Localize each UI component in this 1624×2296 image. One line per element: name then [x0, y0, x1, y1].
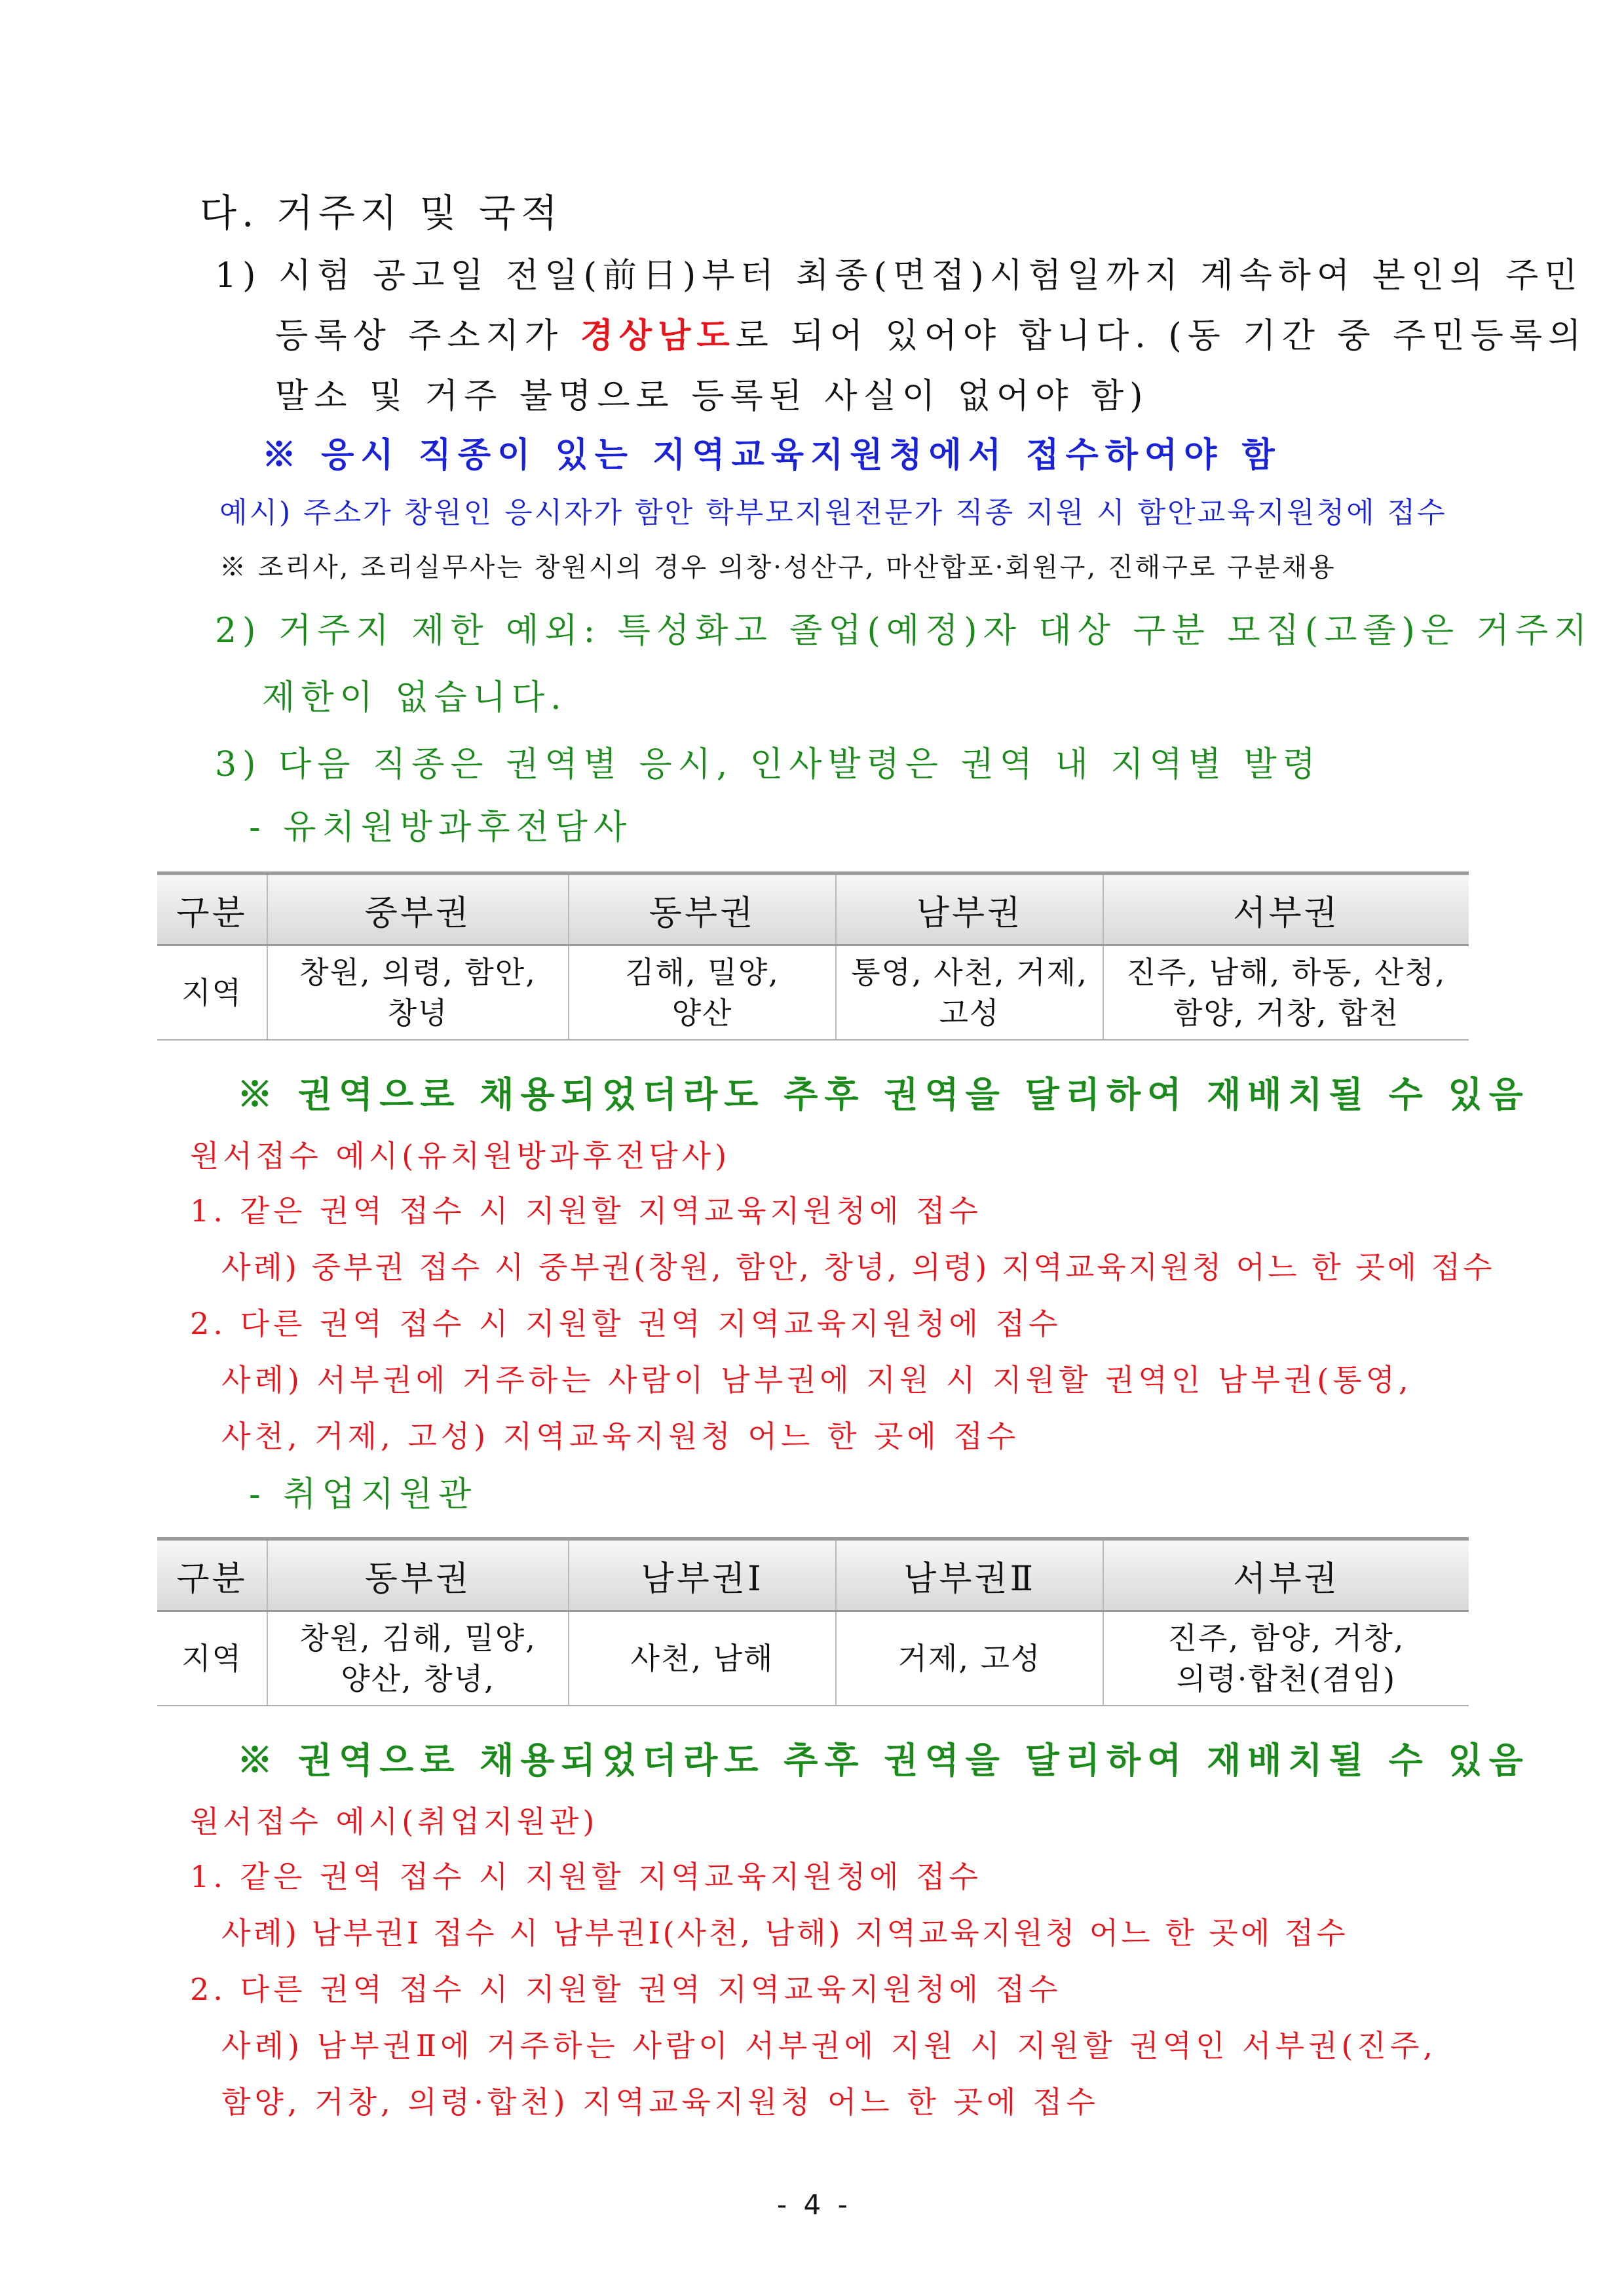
cell-line: 창녕: [387, 995, 449, 1031]
table-row: [157, 946, 1469, 1041]
job1-example-line: 사례) 서부권에 거주하는 사람이 남부권에 지원 시 지원할 권역인 남부권(통영,: [221, 1362, 1412, 1398]
cell-line: 양산: [671, 995, 733, 1031]
page-number: - 4 -: [777, 2189, 852, 2221]
table-header-row: [157, 1539, 1469, 1611]
job2-title: - 취업지원관: [249, 1475, 478, 1514]
table-cell: [267, 1611, 569, 1706]
job2-example-line: 함양, 거창, 의령·합천) 지역교육지원청 어느 한 곳에 접수: [221, 2084, 1099, 2120]
region-table-1: [157, 871, 1469, 1041]
cell-line: 의령·합천(겸임): [1176, 1661, 1397, 1696]
job2-example-title: 원서접수 예시(취업지원관): [190, 1804, 599, 1839]
job2-example-line: 2. 다른 권역 접수 시 지원할 권역 지역교육지원청에 접수: [190, 1972, 1062, 2007]
table-header: 서부권: [1103, 1539, 1469, 1611]
job1-example-line: 1. 같은 권역 접수 시 지원할 지역교육지원청에 접수: [190, 1193, 982, 1229]
cook-note: ※ 조리사, 조리실무사는 창원시의 경우 의창·성산구, 마산합포·회원구, 진해구로 구분채용: [219, 552, 1336, 583]
row-label: 지역: [157, 946, 267, 1041]
para1-line2: [275, 308, 1587, 357]
cell-line: 창원, 김해, 밀양,: [299, 1620, 537, 1656]
table-cell: [569, 1611, 836, 1706]
cell-line: 진주, 남해, 하동, 산청,: [1126, 955, 1446, 990]
table-header: 중부권: [267, 873, 569, 946]
row-label: 지역: [157, 1611, 267, 1706]
cell-line: 김해, 밀양,: [625, 955, 780, 990]
para2-line2: 제한이 없습니다.: [262, 678, 567, 718]
table-cell: [1103, 946, 1469, 1041]
job1-example-line: 2. 다른 권역 접수 시 지원할 권역 지역교육지원청에 접수: [190, 1306, 1062, 1341]
cell-line: 거제, 고성: [897, 1641, 1042, 1676]
residence-highlight: 경상남도: [580, 316, 736, 356]
job2-example-line: 1. 같은 권역 접수 시 지원할 지역교육지원청에 접수: [190, 1859, 982, 1894]
para1-line2-pre: 등록상 주소지가: [275, 316, 580, 356]
table-header-row: [157, 873, 1469, 946]
table-cell: [267, 946, 569, 1041]
table-header: 남부권Ⅰ: [569, 1539, 836, 1611]
cell-line: 함양, 거창, 합천: [1173, 995, 1400, 1031]
table-header: 남부권Ⅱ: [836, 1539, 1103, 1611]
job1-note: ※ 권역으로 채용되었더라도 추후 권역을 달리하여 재배치될 수 있음: [237, 1073, 1530, 1115]
job1-example-line: 사례) 중부권 접수 시 중부권(창원, 함안, 창녕, 의령) 지역교육지원청 어느 한 곳에 접수: [221, 1250, 1495, 1285]
region-table-2: [157, 1537, 1469, 1706]
table-header: 서부권: [1103, 873, 1469, 946]
para3: 3) 다음 직종은 권역별 응시, 인사발령은 권역 내 지역별 발령: [215, 745, 1322, 784]
cell-line: 양산, 창녕,: [341, 1661, 495, 1696]
para1-line2-post: 로 되어 있어야 합니다. (동 기간 중 주민등록의: [735, 316, 1587, 356]
cell-line: 사천, 남해: [630, 1641, 774, 1676]
blue-example: 예시) 주소가 창원인 응시자가 함안 학부모지원전문가 직종 지원 시 함안교육지원청에 접수: [219, 496, 1447, 529]
para1-line1: 1) 시험 공고일 전일(前日)부터 최종(면접)시험일까지 계속하여 본인의 주민: [215, 256, 1583, 296]
section-title: 다. 거주지 및 국적: [200, 191, 563, 235]
cell-line: 통영, 사천, 거제,: [851, 955, 1088, 990]
job2-example-line: 사례) 남부권Ⅰ 접수 시 남부권Ⅰ(사천, 남해) 지역교육지원청 어느 한 곳에 접수: [221, 1915, 1348, 1951]
table-cell: [1103, 1611, 1469, 1706]
table-header: 동부권: [267, 1539, 569, 1611]
para1-line3: 말소 및 거주 불명으로 등록된 사실이 없어야 함): [275, 377, 1149, 416]
job2-example-line: 사례) 남부권Ⅱ에 거주하는 사람이 서부권에 지원 시 지원할 권역인 서부권(진주,: [221, 2028, 1437, 2063]
table-row: [157, 1611, 1469, 1706]
table-header: 동부권: [569, 873, 836, 946]
table-cell: [569, 946, 836, 1041]
job1-title: - 유치원방과후전담사: [249, 808, 633, 847]
job1-example-line: 사천, 거제, 고성) 지역교육지원청 어느 한 곳에 접수: [221, 1419, 1020, 1454]
table-cell: [836, 1611, 1103, 1706]
para2-line1: 2) 거주지 제한 예외: 특성화고 졸업(예정)자 대상 구분 모집(고졸)은 거주지: [215, 611, 1593, 651]
table-header: 남부권: [836, 873, 1103, 946]
table-header: 구분: [157, 1539, 267, 1611]
table-header: 구분: [157, 873, 267, 946]
job2-note: ※ 권역으로 채용되었더라도 추후 권역을 달리하여 재배치될 수 있음: [237, 1739, 1530, 1781]
cell-line: 진주, 함양, 거창,: [1167, 1620, 1405, 1656]
cell-line: 고성: [939, 995, 1000, 1031]
blue-note: ※ 응시 직종이 있는 지역교육지원청에서 접수하여야 함: [262, 435, 1281, 475]
job1-example-title: 원서접수 예시(유치원방과후전담사): [190, 1138, 731, 1174]
table-cell: [836, 946, 1103, 1041]
cell-line: 창원, 의령, 함안,: [299, 955, 537, 990]
